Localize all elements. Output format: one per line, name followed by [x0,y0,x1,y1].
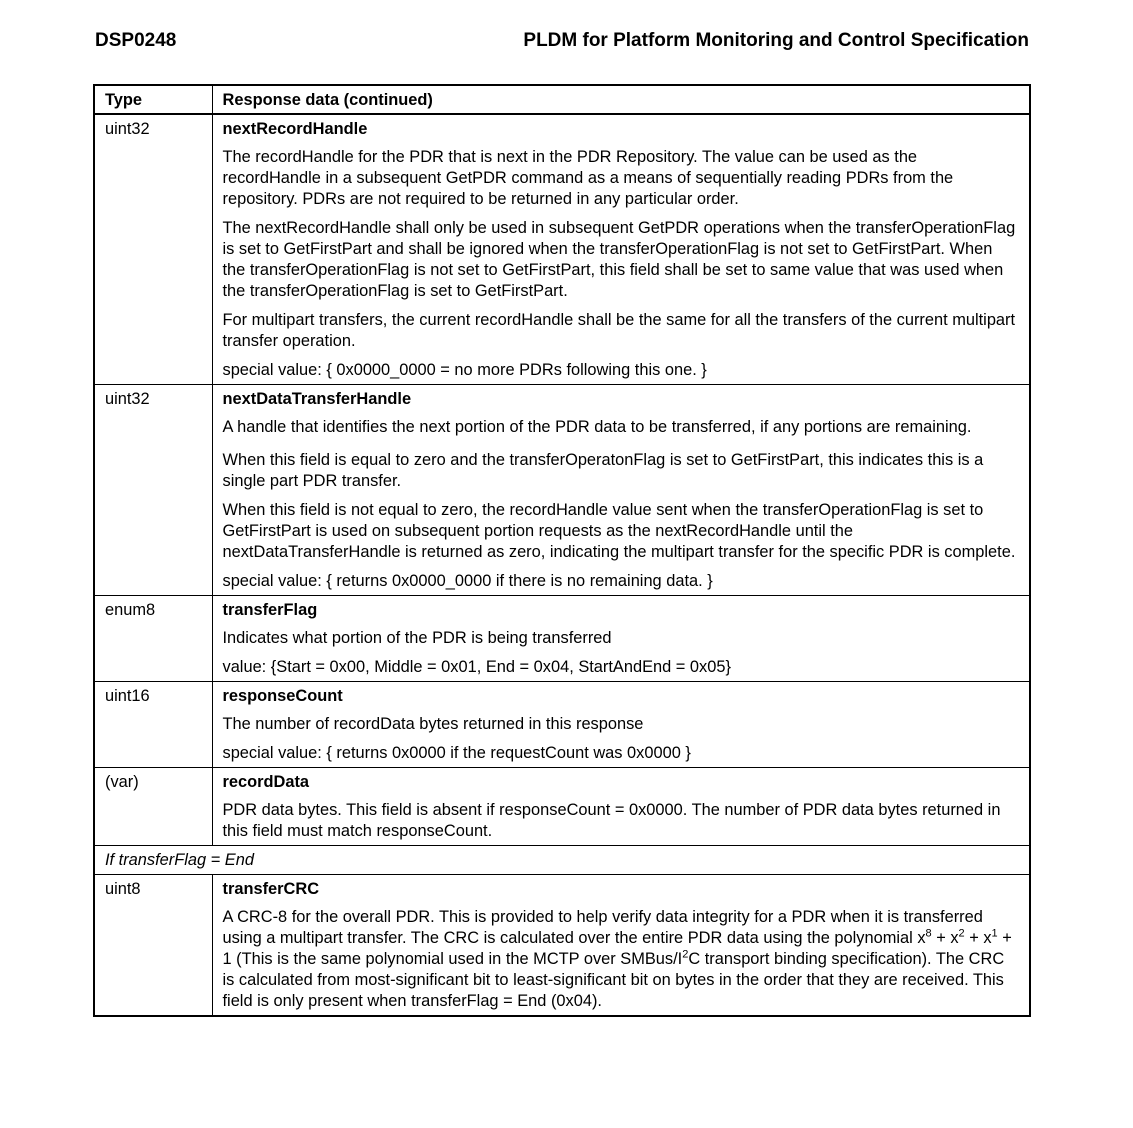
field-type: uint32 [94,385,212,596]
field-description [212,596,1030,682]
text-run: + 1 (This is the same polynomial used in the MCTP over SMBus/I [222,929,1012,968]
field-name: transferFlag [222,601,318,619]
field-value-list: value: {Start = 0x00, Middle = 0x01, End = 0x04, StartAndEnd = 0x05} [222,658,731,676]
field-name: transferCRC [222,880,320,898]
field-description [212,875,1030,1017]
field-paragraph: For multipart transfers, the current recordHandle shall be the same for all the transfers of the current multipart transfer operation. [222,311,1016,350]
field-special-value: special value: { 0x0000_0000 = no more PDRs following this one. } [222,361,707,379]
table-row [94,682,1030,768]
table-row [94,875,1030,1017]
text-run: + x [931,929,959,947]
conditional-row [94,846,1030,875]
superscript: 1 [991,927,998,940]
text-run: C transport binding specification). The CRC is calculated from most-significant bit to least-significant bit on bytes in the order that they are received. This field is only present when transferFlag = End (0x04). [222,950,1005,1010]
column-header-response-data: Response data (continued) [212,85,1030,114]
field-description [212,385,1030,596]
superscript: 8 [925,927,932,940]
field-paragraph: The nextRecordHandle shall only be used in subsequent GetPDR operations when the transferOperationFlag is set to GetFirstPart and shall be ignored when the transferOperationFlag is not set to GetFirstPart. When the transferOperationFlag is not set to GetFirstPart, this field shall be set to same value that was used when the transferOperationFlag is set to GetFirstPart. [222,219,1016,300]
superscript: 2 [958,927,965,940]
field-description [212,768,1030,846]
document-id: DSP0248 [95,30,177,51]
field-paragraph: Indicates what portion of the PDR is being transferred [222,629,612,647]
field-paragraph: PDR data bytes. This field is absent if responseCount = 0x0000. The number of PDR data bytes returned in this field must match responseCount. [222,801,1001,840]
field-description [212,682,1030,768]
field-special-value: special value: { returns 0x0000 if the requestCount was 0x0000 } [222,744,691,762]
field-name: nextDataTransferHandle [222,390,412,408]
table-header-row [94,85,1030,114]
field-name: recordData [222,773,310,791]
field-paragraph: The number of recordData bytes returned in this response [222,715,644,733]
field-paragraph: A handle that identifies the next portion of the PDR data to be transferred, if any portions are remaining. [222,418,972,436]
field-paragraph [223,907,1020,1012]
field-paragraph: The recordHandle for the PDR that is next in the PDR Repository. The value can be used as the recordHandle in a subsequent GetPDR command as a means of sequentially reading PDRs from the repository. PDRs are not required to be returned in any particular order. [222,148,954,208]
column-header-type: Type [94,85,212,114]
field-description [212,114,1030,385]
document-title: PLDM for Platform Monitoring and Control Specification [523,30,1029,51]
table-row [94,596,1030,682]
superscript: 2 [682,948,689,961]
field-type: (var) [94,768,212,846]
text-run: A CRC-8 for the overall PDR. This is provided to help verify data integrity for a PDR when it is transferred using a multipart transfer. The CRC is calculated over the entire PDR data using the polynomial x [222,908,983,947]
field-name: responseCount [222,687,343,705]
table-row [94,385,1030,596]
field-paragraph: When this field is not equal to zero, the recordHandle value sent when the transferOperationFlag is set to GetFirstPart is used on subsequent portion requests as the nextRecordHandle until the nextDataTransferHandle is returned as zero, indicating the multipart transfer for the specific PDR is complete. [222,501,1016,561]
text-run: + x [964,929,992,947]
field-paragraph: When this field is equal to zero and the transferOperatonFlag is set to GetFirstPart, this indicates this is a single part PDR transfer. [222,451,984,490]
table-row [94,768,1030,846]
condition-label: If transferFlag = End [94,846,1030,875]
response-data-table [93,84,1031,1017]
field-type: uint32 [94,114,212,385]
field-type: uint8 [94,875,212,1017]
field-type: uint16 [94,682,212,768]
field-type: enum8 [94,596,212,682]
table-row [94,114,1030,385]
field-name: nextRecordHandle [222,120,368,138]
field-special-value: special value: { returns 0x0000_0000 if there is no remaining data. } [222,572,713,590]
